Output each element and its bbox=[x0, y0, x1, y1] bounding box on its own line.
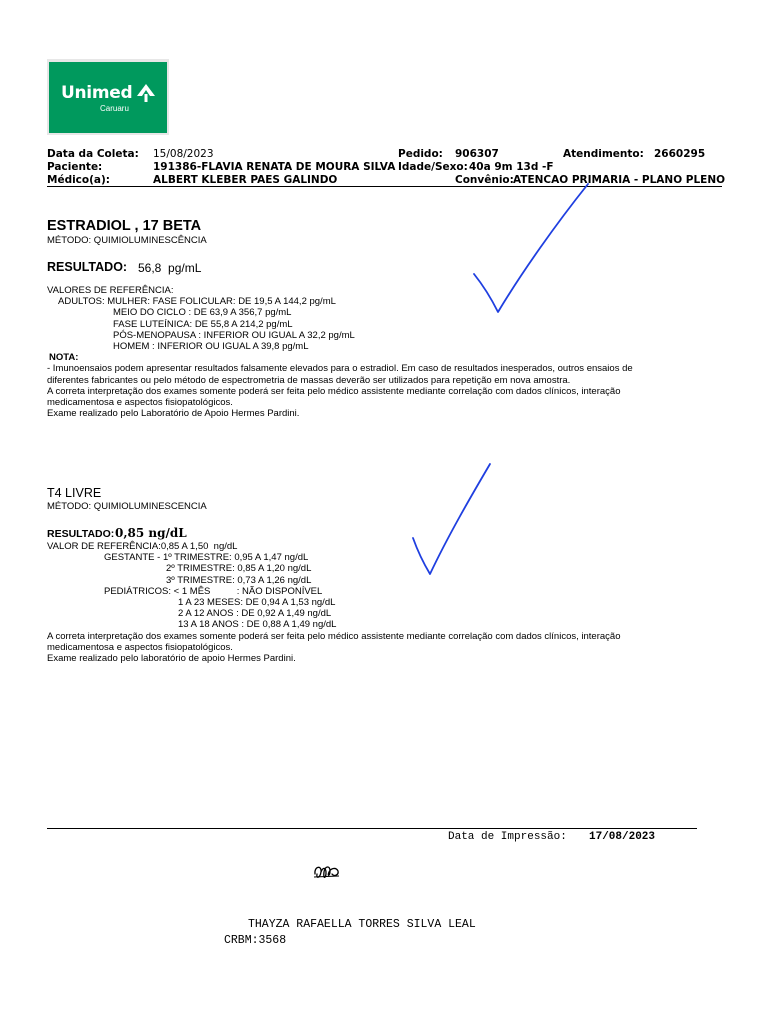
medico-value: ALBERT KLEBER PAES GALINDO bbox=[153, 174, 338, 186]
exam1-method: MÉTODO: QUIMIOLUMINESCÊNCIA bbox=[47, 235, 207, 246]
exam1-ref-line: PÓS-MENOPAUSA : INFERIOR OU IGUAL A 32,2 pg/mL bbox=[113, 330, 355, 341]
signer-registration: CRBM:3568 bbox=[224, 934, 287, 947]
coleta-value: 15/08/2023 bbox=[153, 148, 214, 160]
logo-city-text: Caruaru bbox=[100, 104, 129, 113]
exam1-ref-line: MEIO DO CICLO : DE 63,9 A 356,7 pg/mL bbox=[113, 307, 292, 318]
pedido-value: 906307 bbox=[455, 148, 499, 160]
exam2-ref-line: GESTANTE - 1º TRIMESTRE: 0,95 A 1,47 ng/dL bbox=[104, 552, 309, 563]
exam1-note-line: medicamentosa e aspectos fisiopatológicos. bbox=[47, 397, 233, 408]
signer-name: THAYZA RAFAELLA TORRES SILVA LEAL bbox=[248, 918, 476, 931]
convenio-label: Convênio: bbox=[455, 174, 514, 186]
print-date-label: Data de Impressão: bbox=[448, 831, 567, 843]
print-date-value: 17/08/2023 bbox=[589, 831, 656, 843]
exam1-result-label: RESULTADO: bbox=[47, 260, 128, 274]
checkmark-icon bbox=[408, 460, 498, 580]
convenio-value: ATENCAO PRIMARIA - PLANO PLENO bbox=[513, 174, 726, 186]
paciente-label: Paciente: bbox=[47, 161, 103, 173]
atendimento-value: 2660295 bbox=[654, 148, 706, 160]
unimed-tree-icon bbox=[135, 83, 157, 103]
exam2-result-label: RESULTADO: bbox=[47, 528, 115, 540]
exam2-method: MÉTODO: QUIMIOLUMINESCENCIA bbox=[47, 501, 207, 512]
exam2-ref-line: 2º TRIMESTRE: 0,85 A 1,20 ng/dL bbox=[166, 563, 312, 574]
exam1-note-line: A correta interpretação dos exames somente poderá ser feita pelo médico assistente mediante correlação com dados clínicos, interação bbox=[47, 386, 621, 397]
header-divider bbox=[47, 186, 722, 187]
exam2-ref-line: PEDIÁTRICOS: < 1 MÊS : NÃO DISPONÍVEL bbox=[104, 586, 323, 597]
exam2-title: T4 LIVRE bbox=[47, 486, 102, 500]
checkmark-icon bbox=[470, 180, 600, 320]
signature-icon bbox=[312, 862, 342, 882]
idade-value: 40a 9m 13d -F bbox=[469, 161, 554, 173]
exam2-ref-line: 2 A 12 ANOS : DE 0,92 A 1,49 ng/dL bbox=[178, 608, 332, 619]
exam2-note-line: Exame realizado pelo laboratório de apoio Hermes Pardini. bbox=[47, 653, 296, 664]
exam2-ref-line: 3º TRIMESTRE: 0,73 A 1,26 ng/dL bbox=[166, 575, 312, 586]
paciente-value: 191386-FLAVIA RENATA DE MOURA SILVA bbox=[153, 161, 396, 173]
atendimento-label: Atendimento: bbox=[563, 148, 644, 160]
exam2-ref-line: 13 A 18 ANOS : DE 0,88 A 1,49 ng/dL bbox=[178, 619, 337, 630]
exam1-nota-label: NOTA: bbox=[49, 352, 79, 363]
idade-label: Idade/Sexo: bbox=[398, 161, 468, 173]
exam1-result-value: 56,8 pg/mL bbox=[138, 261, 202, 275]
footer-divider bbox=[47, 828, 697, 829]
coleta-label: Data da Coleta: bbox=[47, 148, 139, 160]
exam1-note-line: Exame realizado pelo Laboratório de Apoio Hermes Pardini. bbox=[47, 408, 300, 419]
exam2-ref-line: VALOR DE REFERÊNCIA:0,85 A 1,50 ng/dL bbox=[47, 541, 238, 552]
medico-label: Médico(a): bbox=[47, 174, 111, 186]
logo-brand-text: Unimed bbox=[61, 83, 133, 103]
exam1-ref-line: ADULTOS: MULHER: FASE FOLICULAR: DE 19,5 A 144,2 pg/mL bbox=[58, 296, 336, 307]
exam1-ref-line: HOMEM : INFERIOR OU IGUAL A 39,8 pg/mL bbox=[113, 341, 309, 352]
exam2-note-line: A correta interpretação dos exames somente poderá ser feita pelo médico assistente mediante correlação com dados clínicos, interação bbox=[47, 631, 621, 642]
exam2-note-line: medicamentosa e aspectos fisiopatológicos. bbox=[47, 642, 233, 653]
exam1-title: ESTRADIOL , 17 BETA bbox=[47, 218, 202, 234]
exam2-ref-line: 1 A 23 MESES: DE 0,94 A 1,53 ng/dL bbox=[178, 597, 336, 608]
pedido-label: Pedido: bbox=[398, 148, 443, 160]
exam2-result-value: 0,85 ng/dL bbox=[115, 526, 187, 540]
exam1-ref-line: FASE LUTEÍNICA: DE 55,8 A 214,2 pg/mL bbox=[113, 319, 293, 330]
exam1-note-line: diferentes fabricantes ou pelo método de espectrometria de massas deverão ser utilizados para repetição em nova amostra. bbox=[47, 375, 571, 386]
exam1-ref-title: VALORES DE REFERÊNCIA: bbox=[47, 285, 174, 296]
exam1-note-line: - Imunoensaios podem apresentar resultados falsamente elevados para o estradiol. Em caso de resultados inesperados, outros ensaios de bbox=[47, 363, 633, 374]
